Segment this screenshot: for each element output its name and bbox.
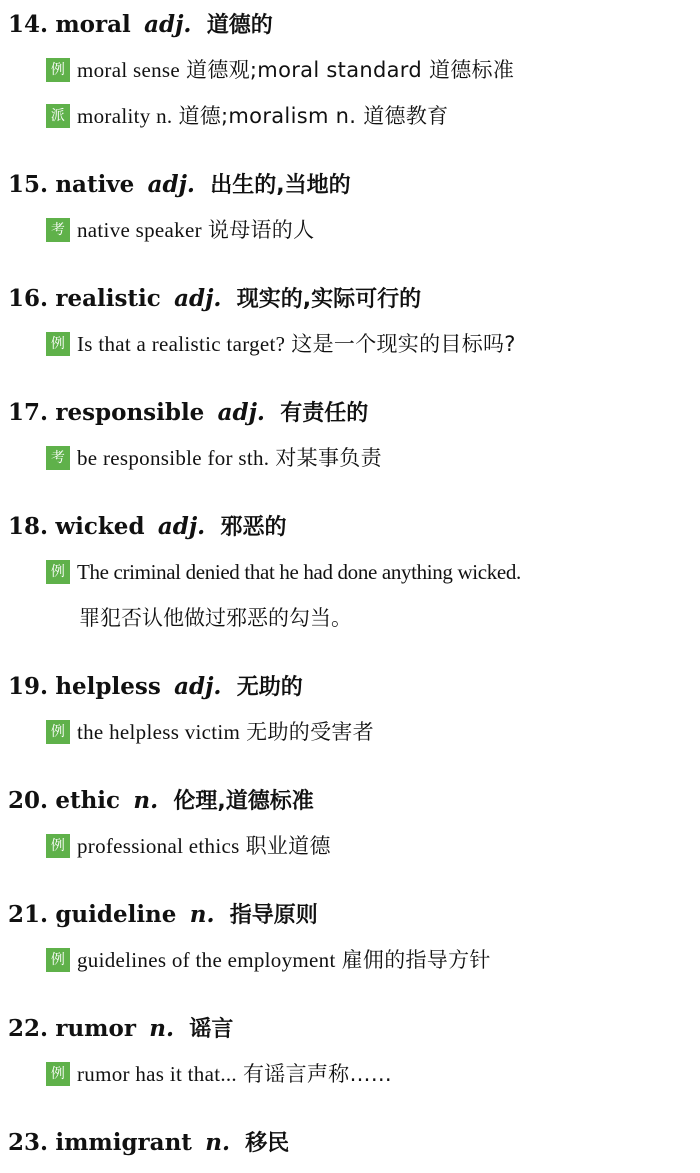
entry-word: guideline (55, 901, 177, 928)
entry-heading (8, 282, 421, 316)
entry-word: moral (55, 11, 131, 38)
example-chinese: 这是一个现实的目标吗? (291, 332, 516, 356)
example-tag-icon: 例 (46, 720, 70, 744)
example-line (46, 328, 516, 360)
entry-word: immigrant (55, 1129, 192, 1156)
entry-meaning: 邪恶的 (220, 515, 287, 540)
example-english: The criminal denied that he had done anything wicked. (77, 560, 521, 584)
example-chinese: 说母语的人 (207, 218, 315, 242)
entry-word: helpless (55, 673, 161, 700)
example-line (46, 830, 331, 862)
entry-word: rumor (55, 1015, 136, 1042)
entry-heading (8, 1126, 289, 1160)
entry-meaning: 出生的,当地的 (210, 173, 351, 198)
exam-tag-icon: 考 (46, 446, 70, 470)
entry-meaning: 指导原则 (229, 903, 318, 928)
entry-meaning: 有责任的 (280, 401, 369, 426)
entry-number: 15. (8, 171, 49, 198)
entry-heading (8, 898, 318, 932)
entry-heading (8, 168, 351, 202)
example-chinese: 雇佣的指导方针 (341, 948, 491, 972)
entry-meaning: 现实的,实际可行的 (236, 287, 422, 312)
entry-heading (8, 670, 303, 704)
example-tag-icon: 例 (46, 834, 70, 858)
entry-word: realistic (55, 285, 161, 312)
entry-number: 17. (8, 399, 49, 426)
example-english: guidelines of the employment (77, 948, 336, 972)
example-line (46, 1058, 392, 1090)
entry-number: 14. (8, 11, 49, 38)
entry-meaning: 无助的 (236, 675, 303, 700)
derivative-tag-icon: 派 (46, 104, 70, 128)
example-chinese: 有谣言声称…… (242, 1062, 393, 1086)
example-line (46, 556, 521, 588)
entry-meaning: 道德的 (206, 13, 273, 38)
entry-heading (8, 784, 314, 818)
example-line (46, 100, 448, 132)
entry-pos: adj. (174, 285, 222, 312)
example-tag-icon: 例 (46, 1062, 70, 1086)
entry-pos: adj. (157, 513, 206, 540)
example-tag-icon: 例 (46, 58, 70, 82)
example-chinese: 无助的受害者 (246, 720, 374, 744)
entry-number: 18. (8, 513, 49, 540)
entry-number: 19. (8, 673, 49, 700)
example-line (46, 944, 491, 976)
entry-meaning: 移民 (245, 1131, 290, 1156)
entry-word: ethic (55, 787, 121, 814)
entry-pos: n. (149, 1015, 175, 1042)
example-line (46, 716, 374, 748)
example-chinese: 道德观;moral standard 道德标准 (186, 58, 515, 82)
example-english: professional ethics (77, 834, 240, 858)
entry-word: responsible (55, 399, 205, 426)
entry-word: native (55, 171, 135, 198)
entry-pos: adj. (217, 399, 265, 426)
example-line (46, 442, 382, 474)
entry-pos: n. (133, 787, 159, 814)
entry-meaning: 谣言 (189, 1017, 234, 1042)
exam-tag-icon: 考 (46, 218, 70, 242)
entry-heading (8, 396, 368, 430)
entry-pos: adj. (144, 11, 192, 38)
example-tag-icon: 例 (46, 560, 70, 584)
example-english: the helpless victim (77, 720, 241, 744)
example-tag-icon: 例 (46, 948, 70, 972)
example-chinese: 对某事负责 (275, 446, 382, 470)
example-chinese: 职业道德 (245, 834, 331, 858)
entry-number: 16. (8, 285, 49, 312)
entry-number: 21. (8, 901, 49, 928)
entry-pos: n. (205, 1129, 230, 1156)
example-chinese: 罪犯否认他做过邪恶的勾当。 (79, 606, 352, 630)
entry-heading (8, 1012, 233, 1046)
entry-number: 20. (8, 787, 49, 814)
example-tag-icon: 例 (46, 332, 70, 356)
example-line (46, 214, 314, 246)
entry-number: 22. (8, 1015, 49, 1042)
example-english: native speaker (77, 218, 202, 242)
entry-heading (8, 8, 273, 42)
entry-number: 23. (8, 1129, 49, 1156)
example-english: be responsible for sth. (77, 446, 270, 470)
example-line (46, 54, 514, 86)
entry-word: wicked (55, 513, 145, 540)
entry-meaning: 伦理,道德标准 (173, 789, 314, 814)
example-chinese: 道德;moralism n. 道德教育 (178, 104, 449, 128)
entry-pos: adj. (147, 171, 195, 198)
example-english: moral sense (77, 58, 181, 82)
entry-pos: n. (189, 901, 215, 928)
example-english: Is that a realistic target? (77, 332, 286, 356)
entry-pos: adj. (174, 673, 222, 700)
entry-heading (8, 510, 287, 544)
example-english: rumor has it that... (77, 1062, 237, 1086)
example-english: morality n. (77, 104, 173, 128)
